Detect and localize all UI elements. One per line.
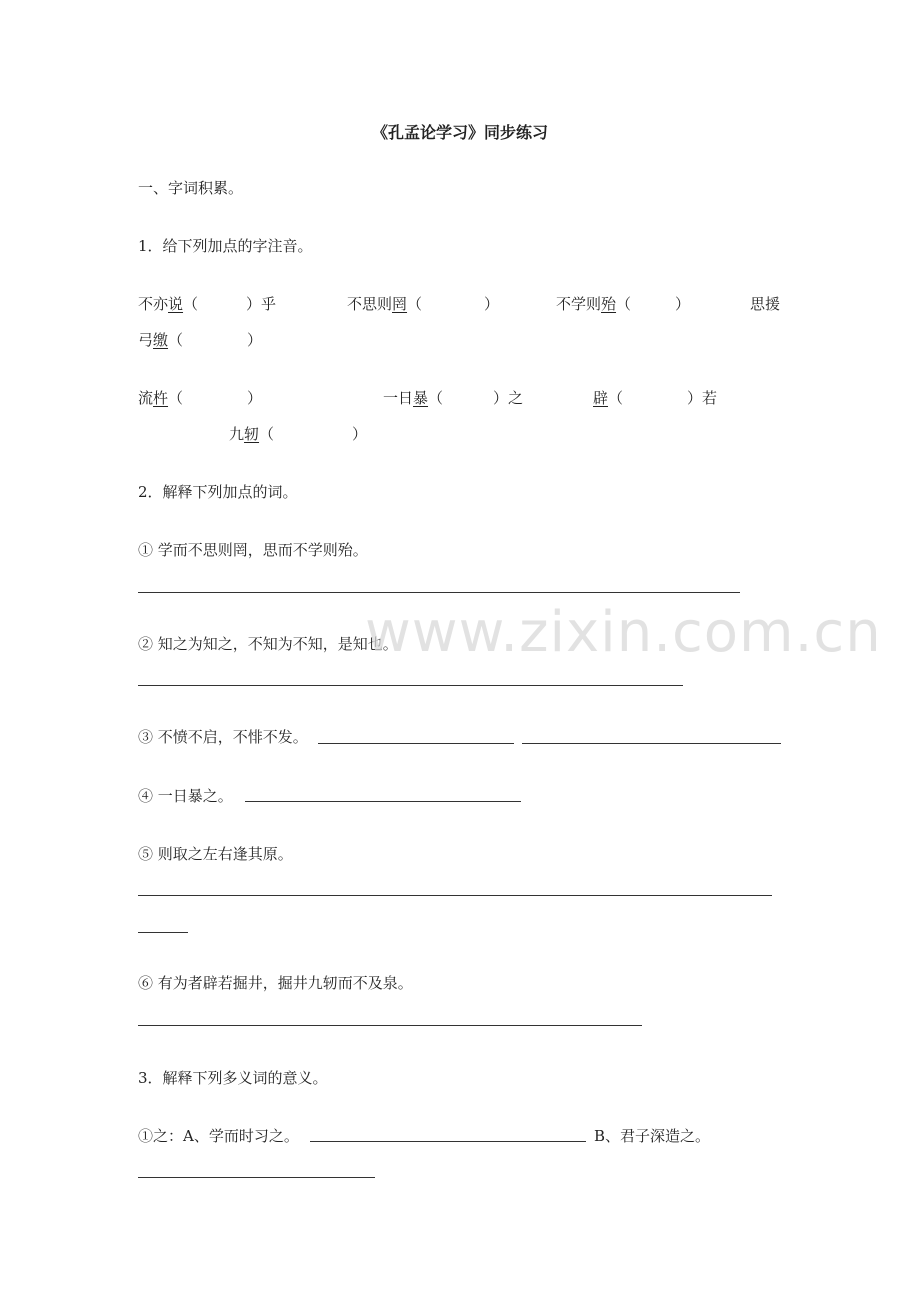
pinyin-item-prefix: 不思则 <box>347 295 393 313</box>
question-item: ④ 一日暴之。 <box>138 787 233 805</box>
paren-close: ） <box>247 389 263 407</box>
pinyin-item <box>593 388 717 408</box>
question-item: ⑥ 有为者辟若掘井，掘井九轫而不及泉。 <box>138 974 413 992</box>
dotted-char: 暴 <box>413 389 429 407</box>
answer-line[interactable] <box>138 932 188 933</box>
pinyin-row-2 <box>138 330 262 350</box>
paren-open: （ <box>428 389 444 407</box>
pinyin-item <box>556 294 690 314</box>
pinyin-item-prefix: 九 <box>229 425 245 443</box>
answer-line[interactable] <box>138 1025 642 1026</box>
pinyin-item-prefix: 流 <box>138 389 154 407</box>
dotted-char: 罔 <box>392 295 408 313</box>
paren-open: （ <box>183 295 199 313</box>
document-title: 《孔孟论学习》同步练习 <box>371 123 548 142</box>
dotted-char: 轫 <box>244 425 260 443</box>
answer-line[interactable] <box>310 1141 586 1142</box>
dotted-char: 辟 <box>593 389 609 407</box>
paren-open: （ <box>168 389 184 407</box>
answer-line[interactable] <box>522 743 781 744</box>
question-item: ⑤ 则取之左右逢其原。 <box>138 845 293 863</box>
dotted-char: 殆 <box>601 295 617 313</box>
paren-close: ）若 <box>687 389 718 407</box>
question-1-prompt: 1．给下列加点的字注音。 <box>138 237 313 255</box>
answer-line[interactable] <box>245 801 521 802</box>
pinyin-item-prefix: 思援 <box>750 295 781 313</box>
question-3-prompt: 3．解释下列多义词的意义。 <box>138 1069 328 1087</box>
question-2-prompt: 2．解释下列加点的词。 <box>138 483 298 501</box>
paren-close: ） <box>484 295 500 313</box>
pinyin-row-3 <box>138 388 262 408</box>
pinyin-row-1 <box>138 294 276 314</box>
pinyin-item <box>383 388 523 408</box>
dotted-char: 杵 <box>153 389 169 407</box>
pinyin-item-prefix: 弓 <box>138 331 154 349</box>
paren-open: （ <box>616 295 632 313</box>
paren-close: ） <box>247 331 263 349</box>
paren-open: （ <box>608 389 624 407</box>
answer-line[interactable] <box>138 592 740 593</box>
pinyin-row-4 <box>229 424 367 444</box>
answer-line[interactable] <box>318 743 514 744</box>
paren-open: （ <box>407 295 423 313</box>
pinyin-item-prefix: 不亦 <box>138 295 169 313</box>
pinyin-item-prefix: 不学则 <box>556 295 602 313</box>
question-item: ② 知之为知之，不知为不知，是知也。 <box>138 635 398 653</box>
question-item: ③ 不愤不启，不悱不发。 <box>138 728 308 746</box>
pinyin-item-prefix: 一日 <box>383 389 414 407</box>
answer-line[interactable] <box>138 685 683 686</box>
paren-open: （ <box>168 331 184 349</box>
paren-open: （ <box>259 425 275 443</box>
answer-line[interactable] <box>138 1177 375 1178</box>
dotted-char: 缴 <box>153 331 169 349</box>
paren-close: ） <box>352 425 368 443</box>
question-item: ① 学而不思则罔，思而不学则殆。 <box>138 541 368 559</box>
answer-line[interactable] <box>138 895 772 896</box>
paren-close: ）之 <box>493 389 524 407</box>
question-item: B、君子深造之。 <box>594 1127 711 1145</box>
paren-close: ）乎 <box>246 295 277 313</box>
paren-close: ） <box>675 295 691 313</box>
dotted-char: 说 <box>168 295 184 313</box>
question-item: ①之：A、学而时习之。 <box>138 1127 299 1145</box>
section-heading: 一、字词积累。 <box>138 179 244 197</box>
pinyin-item <box>347 294 499 314</box>
watermark: www.zixin.com.cn <box>365 600 882 665</box>
